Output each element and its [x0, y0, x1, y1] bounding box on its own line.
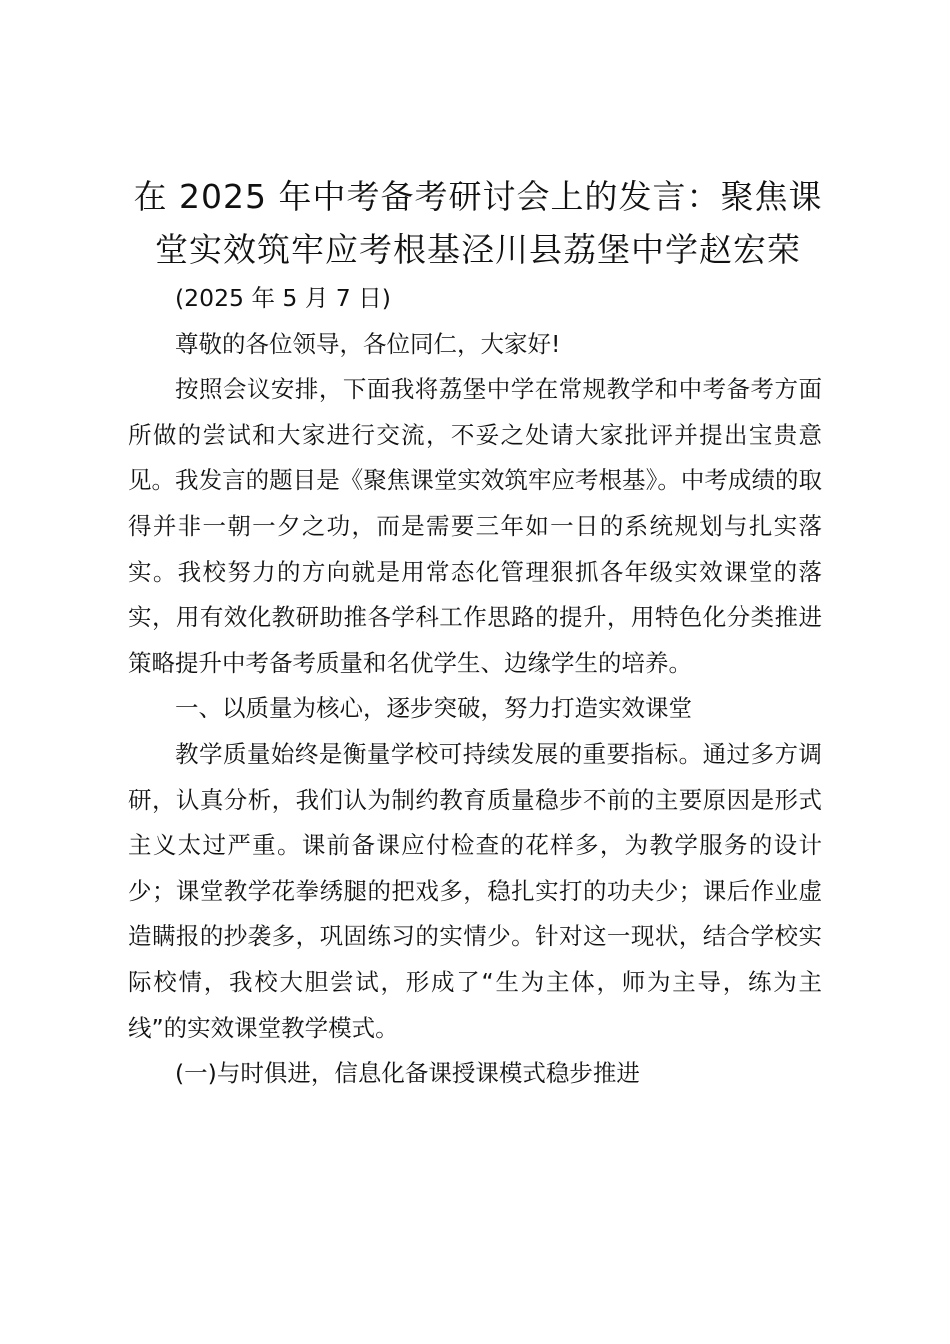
paragraph: 教学质量始终是衡量学校可持续发展的重要指标。通过多方调研，认真分析，我们认为制约教育质量稳步不前的主要原因是形式主义太过严重。课前备课应付检查的花样多，为教学服务的设计少；课堂教学花拳绣腿的把戏多，稳扎实打的功夫少；课后作业虚造瞒报的抄袭多，巩固练习的实情少。针对这一现状，结合学校实际校情，我校大胆尝试，形成了“生为主体，师为主导，练为主线”的实效课堂教学模式。	[128, 739, 822, 1042]
document-body	[128, 276, 822, 1097]
greeting: 尊敬的各位领导，各位同仁，大家好!	[175, 329, 561, 358]
speech-date: (2025 年 5 月 7 日)	[175, 284, 391, 312]
document-title: 在 2025 年中考备考研讨会上的发言：聚焦课堂实效筑牢应考根基泾川县荔堡中学赵宏荣	[133, 177, 823, 269]
section-heading: 一、以质量为核心，逐步突破，努力打造实效课堂	[175, 694, 692, 723]
paragraph: 按照会议安排，下面我将荔堡中学在常规教学和中考备考方面所做的尝试和大家进行交流，不妥之处请大家批评并提出宝贵意见。我发言的题目是《聚焦课堂实效筑牢应考根基》。中考成绩的取得并非一朝一夕之功，而是需要三年如一日的系统规划与扎实落实。我校努力的方向就是用常态化管理狠抓各年级实效课堂的落实，用有效化教研助推各学科工作思路的提升，用特色化分类推进策略提升中考备考质量和名优学生、边缘学生的培养。	[128, 375, 822, 677]
subsection-heading: (一)与时俱进，信息化备课授课模式稳步推进	[175, 1059, 640, 1088]
